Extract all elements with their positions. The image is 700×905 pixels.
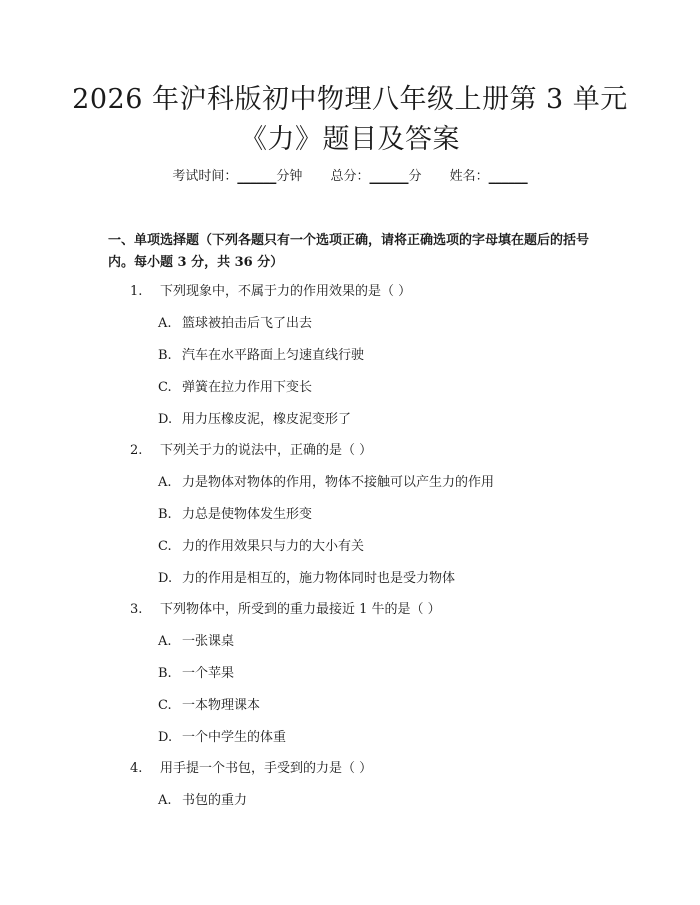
question-text: 用手提一个书包，手受到的力是（ ） xyxy=(160,761,373,776)
option-letter: D. xyxy=(158,571,173,586)
exam-time-label: 考试时间： xyxy=(172,169,238,184)
question-1-option-a xyxy=(158,315,312,333)
option-text: 力的作用效果只与力的大小有关 xyxy=(182,539,365,554)
option-letter: C. xyxy=(158,539,172,554)
student-name-blank: ______ xyxy=(488,169,528,184)
option-text: 力总是使物体发生形变 xyxy=(182,507,313,522)
option-text: 用力压橡皮泥，橡皮泥变形了 xyxy=(182,412,352,427)
question-2 xyxy=(130,442,372,460)
exam-time-unit: 分钟 xyxy=(276,169,303,184)
document-title-line-1: 2026 年沪科版初中物理八年级上册第 3 单元 xyxy=(72,84,628,115)
question-number: 3. xyxy=(130,602,143,617)
question-number: 1. xyxy=(130,284,143,299)
option-letter: D. xyxy=(158,412,173,427)
option-letter: A. xyxy=(158,634,172,649)
option-letter: B. xyxy=(158,507,172,522)
question-2-option-b xyxy=(158,506,312,524)
exam-time-blank: ______ xyxy=(237,169,277,184)
question-4 xyxy=(130,760,372,778)
total-score-blank: ______ xyxy=(369,169,409,184)
option-text: 弹簧在拉力作用下变长 xyxy=(182,380,313,395)
option-letter: A. xyxy=(158,475,172,490)
question-1-option-d xyxy=(158,411,351,429)
option-letter: B. xyxy=(158,348,172,363)
exam-info xyxy=(0,168,700,186)
question-3-option-b xyxy=(158,665,234,683)
document-title-line-2: 《力》题目及答案 xyxy=(240,124,460,155)
option-letter: B. xyxy=(158,666,172,681)
question-number: 2. xyxy=(130,443,143,458)
question-text: 下列物体中，所受到的重力最接近 1 牛的是（ ） xyxy=(160,602,441,617)
option-text: 一个中学生的体重 xyxy=(182,730,287,745)
option-text: 篮球被拍击后飞了出去 xyxy=(182,316,313,331)
student-name-field xyxy=(450,169,528,184)
option-text: 书包的重力 xyxy=(182,793,248,808)
option-text: 汽车在水平路面上匀速直线行驶 xyxy=(182,348,365,363)
option-text: 力的作用是相互的，施力物体同时也是受力物体 xyxy=(182,571,456,586)
option-text: 一本物理课本 xyxy=(182,698,261,713)
question-text: 下列现象中，不属于力的作用效果的是（ ） xyxy=(160,284,412,299)
total-score-field xyxy=(330,169,425,184)
question-1-option-b xyxy=(158,347,364,365)
question-3-option-a xyxy=(158,633,234,651)
question-number: 4. xyxy=(130,761,143,776)
exam-time-field xyxy=(172,169,306,184)
option-letter: A. xyxy=(158,793,172,808)
question-4-option-a xyxy=(158,792,247,810)
question-3-option-d xyxy=(158,729,286,747)
section-heading-single-choice: 一、单项选择题（下列各题只有一个选项正确，请将正确选项的字母填在题后的括号内。每小题 3 分，共 36 分） xyxy=(108,233,590,270)
question-2-option-a xyxy=(158,474,494,492)
option-text: 一个苹果 xyxy=(182,666,235,681)
option-text: 力是物体对物体的作用，物体不接触可以产生力的作用 xyxy=(182,475,495,490)
option-letter: C. xyxy=(158,698,172,713)
option-text: 一张课桌 xyxy=(182,634,235,649)
total-score-unit: 分 xyxy=(408,169,422,184)
question-2-option-d xyxy=(158,570,455,588)
question-3-option-c xyxy=(158,697,260,715)
question-2-option-c xyxy=(158,538,364,556)
student-name-label: 姓名： xyxy=(449,169,489,184)
question-1 xyxy=(130,283,411,301)
total-score-label: 总分： xyxy=(330,169,370,184)
option-letter: C. xyxy=(158,380,172,395)
option-letter: A. xyxy=(158,316,172,331)
option-letter: D. xyxy=(158,730,173,745)
question-3 xyxy=(130,601,441,619)
question-text: 下列关于力的说法中，正确的是（ ） xyxy=(160,443,373,458)
question-1-option-c xyxy=(158,379,312,397)
